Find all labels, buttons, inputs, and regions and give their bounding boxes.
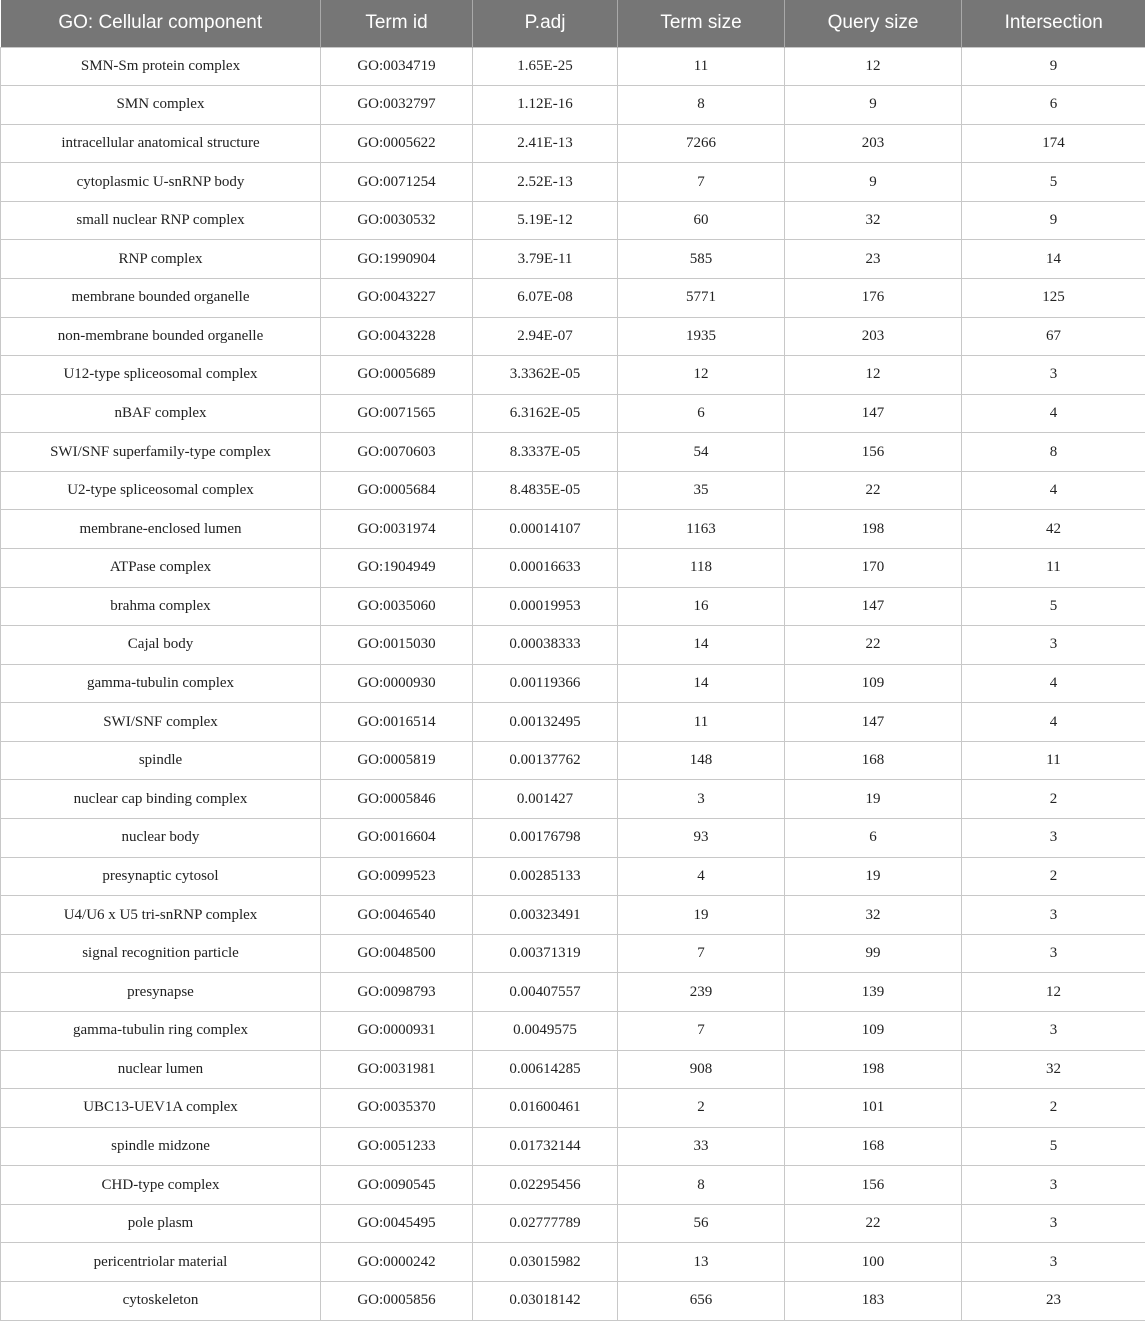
- cell-query-size: 32: [785, 201, 962, 240]
- cell-term-size: 239: [618, 973, 785, 1012]
- cell-term-id: GO:0000930: [321, 664, 473, 703]
- cell-term-id: GO:0031981: [321, 1050, 473, 1089]
- cell-term-id: GO:0005684: [321, 471, 473, 510]
- cell-intersection: 14: [962, 240, 1145, 279]
- cell-term-size: 93: [618, 819, 785, 858]
- cell-p-adj: 0.00323491: [473, 896, 618, 935]
- cell-p-adj: 0.00014107: [473, 510, 618, 549]
- cell-query-size: 22: [785, 1204, 962, 1243]
- cell-query-size: 147: [785, 703, 962, 742]
- cell-term-id: GO:0046540: [321, 896, 473, 935]
- table-row: [1, 201, 1145, 240]
- table-row: [1, 741, 1145, 780]
- cell-query-size: 176: [785, 278, 962, 317]
- table-row: [1, 857, 1145, 896]
- cell-term-id: GO:0005856: [321, 1282, 473, 1321]
- cell-p-adj: 0.02777789: [473, 1204, 618, 1243]
- cell-go-term: CHD-type complex: [1, 1166, 321, 1205]
- cell-term-size: 8: [618, 1166, 785, 1205]
- cell-intersection: 11: [962, 741, 1145, 780]
- cell-p-adj: 0.00285133: [473, 857, 618, 896]
- header-query-size: Query size: [785, 0, 962, 47]
- cell-p-adj: 0.00176798: [473, 819, 618, 858]
- cell-intersection: 4: [962, 394, 1145, 433]
- cell-p-adj: 8.4835E-05: [473, 471, 618, 510]
- table-row: [1, 1282, 1145, 1321]
- header-go-cellular-component: GO: Cellular component: [1, 0, 321, 47]
- cell-go-term: SMN-Sm protein complex: [1, 47, 321, 86]
- cell-go-term: SMN complex: [1, 86, 321, 125]
- cell-term-size: 7: [618, 163, 785, 202]
- cell-go-term: gamma-tubulin ring complex: [1, 1011, 321, 1050]
- cell-p-adj: 0.00119366: [473, 664, 618, 703]
- cell-term-id: GO:1904949: [321, 549, 473, 588]
- table-row: [1, 86, 1145, 125]
- cell-go-term: nuclear cap binding complex: [1, 780, 321, 819]
- cell-go-term: non-membrane bounded organelle: [1, 317, 321, 356]
- cell-go-term: nuclear body: [1, 819, 321, 858]
- cell-p-adj: 0.0049575: [473, 1011, 618, 1050]
- cell-term-id: GO:0005689: [321, 356, 473, 395]
- cell-intersection: 174: [962, 124, 1145, 163]
- table-row: [1, 819, 1145, 858]
- table-row: [1, 124, 1145, 163]
- cell-term-id: GO:0005622: [321, 124, 473, 163]
- cell-query-size: 198: [785, 1050, 962, 1089]
- cell-go-term: U12-type spliceosomal complex: [1, 356, 321, 395]
- cell-go-term: cytoplasmic U-snRNP body: [1, 163, 321, 202]
- cell-go-term: pole plasm: [1, 1204, 321, 1243]
- cell-p-adj: 3.3362E-05: [473, 356, 618, 395]
- cell-intersection: 12: [962, 973, 1145, 1012]
- cell-query-size: 99: [785, 934, 962, 973]
- cell-query-size: 23: [785, 240, 962, 279]
- table-row: [1, 587, 1145, 626]
- cell-term-size: 11: [618, 47, 785, 86]
- cell-go-term: presynaptic cytosol: [1, 857, 321, 896]
- cell-query-size: 22: [785, 626, 962, 665]
- header-term-size: Term size: [618, 0, 785, 47]
- cell-term-id: GO:0048500: [321, 934, 473, 973]
- cell-go-term: SWI/SNF complex: [1, 703, 321, 742]
- cell-query-size: 156: [785, 1166, 962, 1205]
- table-row: [1, 934, 1145, 973]
- cell-query-size: 101: [785, 1089, 962, 1128]
- cell-query-size: 198: [785, 510, 962, 549]
- cell-go-term: nBAF complex: [1, 394, 321, 433]
- cell-term-id: GO:0099523: [321, 857, 473, 896]
- cell-p-adj: 0.00371319: [473, 934, 618, 973]
- cell-go-term: SWI/SNF superfamily-type complex: [1, 433, 321, 472]
- cell-term-size: 54: [618, 433, 785, 472]
- cell-query-size: 9: [785, 163, 962, 202]
- cell-term-id: GO:0035060: [321, 587, 473, 626]
- cell-go-term: U4/U6 x U5 tri-snRNP complex: [1, 896, 321, 935]
- table-header: [1, 0, 1145, 47]
- cell-term-id: GO:0043228: [321, 317, 473, 356]
- cell-go-term: nuclear lumen: [1, 1050, 321, 1089]
- cell-p-adj: 0.00137762: [473, 741, 618, 780]
- table-row: [1, 240, 1145, 279]
- table-row: [1, 1204, 1145, 1243]
- cell-intersection: 3: [962, 819, 1145, 858]
- cell-intersection: 3: [962, 896, 1145, 935]
- cell-term-id: GO:0005819: [321, 741, 473, 780]
- cell-term-size: 148: [618, 741, 785, 780]
- cell-intersection: 3: [962, 1011, 1145, 1050]
- cell-go-term: Cajal body: [1, 626, 321, 665]
- table-row: [1, 394, 1145, 433]
- cell-p-adj: 0.00132495: [473, 703, 618, 742]
- cell-go-term: gamma-tubulin complex: [1, 664, 321, 703]
- cell-p-adj: 0.00407557: [473, 973, 618, 1012]
- table-row: [1, 780, 1145, 819]
- table-body: [1, 47, 1145, 1320]
- cell-term-id: GO:0034719: [321, 47, 473, 86]
- cell-term-id: GO:0043227: [321, 278, 473, 317]
- cell-query-size: 6: [785, 819, 962, 858]
- cell-intersection: 3: [962, 356, 1145, 395]
- cell-intersection: 3: [962, 626, 1145, 665]
- cell-query-size: 109: [785, 664, 962, 703]
- cell-term-size: 5771: [618, 278, 785, 317]
- header-row: [1, 0, 1145, 47]
- cell-p-adj: 0.03015982: [473, 1243, 618, 1282]
- cell-term-id: GO:0051233: [321, 1127, 473, 1166]
- cell-term-size: 1163: [618, 510, 785, 549]
- table-row: [1, 626, 1145, 665]
- table-row: [1, 433, 1145, 472]
- cell-term-size: 14: [618, 664, 785, 703]
- cell-intersection: 2: [962, 780, 1145, 819]
- cell-p-adj: 0.02295456: [473, 1166, 618, 1205]
- table-row: [1, 549, 1145, 588]
- cell-intersection: 42: [962, 510, 1145, 549]
- cell-term-id: GO:0071254: [321, 163, 473, 202]
- cell-p-adj: 6.3162E-05: [473, 394, 618, 433]
- table-row: [1, 664, 1145, 703]
- cell-query-size: 147: [785, 394, 962, 433]
- cell-term-id: GO:0005846: [321, 780, 473, 819]
- cell-query-size: 168: [785, 1127, 962, 1166]
- table-row: [1, 1011, 1145, 1050]
- cell-go-term: UBC13-UEV1A complex: [1, 1089, 321, 1128]
- cell-term-id: GO:0071565: [321, 394, 473, 433]
- cell-query-size: 22: [785, 471, 962, 510]
- cell-intersection: 6: [962, 86, 1145, 125]
- cell-query-size: 170: [785, 549, 962, 588]
- header-intersection: Intersection: [962, 0, 1145, 47]
- header-p-adj: P.adj: [473, 0, 618, 47]
- table-row: [1, 1050, 1145, 1089]
- cell-p-adj: 0.03018142: [473, 1282, 618, 1321]
- cell-term-size: 118: [618, 549, 785, 588]
- cell-p-adj: 8.3337E-05: [473, 433, 618, 472]
- cell-term-size: 35: [618, 471, 785, 510]
- cell-p-adj: 0.01600461: [473, 1089, 618, 1128]
- cell-query-size: 139: [785, 973, 962, 1012]
- table-row: [1, 1127, 1145, 1166]
- cell-term-id: GO:0098793: [321, 973, 473, 1012]
- table-row: [1, 317, 1145, 356]
- cell-p-adj: 0.00038333: [473, 626, 618, 665]
- table-row: [1, 1166, 1145, 1205]
- cell-intersection: 67: [962, 317, 1145, 356]
- cell-term-id: GO:0030532: [321, 201, 473, 240]
- cell-p-adj: 2.41E-13: [473, 124, 618, 163]
- cell-intersection: 5: [962, 587, 1145, 626]
- cell-p-adj: 0.01732144: [473, 1127, 618, 1166]
- cell-p-adj: 0.00614285: [473, 1050, 618, 1089]
- table-row: [1, 356, 1145, 395]
- cell-p-adj: 6.07E-08: [473, 278, 618, 317]
- cell-term-size: 7: [618, 1011, 785, 1050]
- cell-query-size: 12: [785, 356, 962, 395]
- cell-go-term: membrane bounded organelle: [1, 278, 321, 317]
- cell-intersection: 9: [962, 201, 1145, 240]
- cell-intersection: 125: [962, 278, 1145, 317]
- cell-intersection: 4: [962, 471, 1145, 510]
- cell-term-size: 2: [618, 1089, 785, 1128]
- cell-query-size: 12: [785, 47, 962, 86]
- cell-query-size: 109: [785, 1011, 962, 1050]
- cell-intersection: 8: [962, 433, 1145, 472]
- cell-term-size: 7266: [618, 124, 785, 163]
- cell-term-size: 656: [618, 1282, 785, 1321]
- cell-go-term: small nuclear RNP complex: [1, 201, 321, 240]
- cell-go-term: intracellular anatomical structure: [1, 124, 321, 163]
- cell-term-id: GO:0000931: [321, 1011, 473, 1050]
- cell-p-adj: 5.19E-12: [473, 201, 618, 240]
- cell-intersection: 5: [962, 1127, 1145, 1166]
- cell-go-term: RNP complex: [1, 240, 321, 279]
- cell-query-size: 183: [785, 1282, 962, 1321]
- cell-term-id: GO:0035370: [321, 1089, 473, 1128]
- header-term-id: Term id: [321, 0, 473, 47]
- cell-term-id: GO:0090545: [321, 1166, 473, 1205]
- cell-intersection: 9: [962, 47, 1145, 86]
- table-row: [1, 1089, 1145, 1128]
- cell-query-size: 19: [785, 857, 962, 896]
- cell-term-id: GO:0032797: [321, 86, 473, 125]
- cell-query-size: 147: [785, 587, 962, 626]
- cell-term-id: GO:0015030: [321, 626, 473, 665]
- cell-term-size: 3: [618, 780, 785, 819]
- cell-term-id: GO:0000242: [321, 1243, 473, 1282]
- cell-query-size: 203: [785, 317, 962, 356]
- cell-term-id: GO:1990904: [321, 240, 473, 279]
- cell-term-size: 11: [618, 703, 785, 742]
- table-row: [1, 1243, 1145, 1282]
- cell-term-size: 13: [618, 1243, 785, 1282]
- cell-term-size: 56: [618, 1204, 785, 1243]
- cell-p-adj: 0.001427: [473, 780, 618, 819]
- cell-term-size: 14: [618, 626, 785, 665]
- cell-term-size: 908: [618, 1050, 785, 1089]
- cell-intersection: 4: [962, 664, 1145, 703]
- cell-term-id: GO:0045495: [321, 1204, 473, 1243]
- cell-intersection: 32: [962, 1050, 1145, 1089]
- cell-go-term: pericentriolar material: [1, 1243, 321, 1282]
- table-row: [1, 47, 1145, 86]
- cell-query-size: 9: [785, 86, 962, 125]
- cell-term-id: GO:0016514: [321, 703, 473, 742]
- table-row: [1, 163, 1145, 202]
- cell-intersection: 2: [962, 1089, 1145, 1128]
- cell-intersection: 5: [962, 163, 1145, 202]
- cell-term-size: 1935: [618, 317, 785, 356]
- cell-p-adj: 1.65E-25: [473, 47, 618, 86]
- cell-go-term: signal recognition particle: [1, 934, 321, 973]
- table-row: [1, 896, 1145, 935]
- cell-intersection: 3: [962, 1166, 1145, 1205]
- cell-go-term: spindle midzone: [1, 1127, 321, 1166]
- cell-term-size: 33: [618, 1127, 785, 1166]
- cell-term-size: 19: [618, 896, 785, 935]
- table-row: [1, 973, 1145, 1012]
- cell-term-size: 6: [618, 394, 785, 433]
- cell-term-size: 585: [618, 240, 785, 279]
- cell-p-adj: 3.79E-11: [473, 240, 618, 279]
- cell-term-size: 4: [618, 857, 785, 896]
- cell-p-adj: 2.52E-13: [473, 163, 618, 202]
- cell-query-size: 19: [785, 780, 962, 819]
- cell-term-size: 16: [618, 587, 785, 626]
- table-row: [1, 278, 1145, 317]
- cell-query-size: 156: [785, 433, 962, 472]
- cell-term-size: 8: [618, 86, 785, 125]
- cell-go-term: spindle: [1, 741, 321, 780]
- cell-intersection: 11: [962, 549, 1145, 588]
- cell-go-term: brahma complex: [1, 587, 321, 626]
- cell-go-term: cytoskeleton: [1, 1282, 321, 1321]
- cell-term-size: 12: [618, 356, 785, 395]
- cell-p-adj: 2.94E-07: [473, 317, 618, 356]
- cell-intersection: 3: [962, 1204, 1145, 1243]
- cell-query-size: 100: [785, 1243, 962, 1282]
- cell-p-adj: 0.00019953: [473, 587, 618, 626]
- table-row: [1, 471, 1145, 510]
- cell-go-term: U2-type spliceosomal complex: [1, 471, 321, 510]
- cell-query-size: 168: [785, 741, 962, 780]
- cell-intersection: 2: [962, 857, 1145, 896]
- cell-term-id: GO:0070603: [321, 433, 473, 472]
- cell-go-term: membrane-enclosed lumen: [1, 510, 321, 549]
- cell-p-adj: 1.12E-16: [473, 86, 618, 125]
- cell-term-id: GO:0016604: [321, 819, 473, 858]
- table-row: [1, 510, 1145, 549]
- cell-term-size: 60: [618, 201, 785, 240]
- cell-query-size: 32: [785, 896, 962, 935]
- table-row: [1, 703, 1145, 742]
- cell-term-id: GO:0031974: [321, 510, 473, 549]
- cell-intersection: 23: [962, 1282, 1145, 1321]
- cell-query-size: 203: [785, 124, 962, 163]
- cell-intersection: 4: [962, 703, 1145, 742]
- cell-intersection: 3: [962, 934, 1145, 973]
- cell-term-size: 7: [618, 934, 785, 973]
- cell-go-term: presynapse: [1, 973, 321, 1012]
- cell-p-adj: 0.00016633: [473, 549, 618, 588]
- cell-intersection: 3: [962, 1243, 1145, 1282]
- cell-go-term: ATPase complex: [1, 549, 321, 588]
